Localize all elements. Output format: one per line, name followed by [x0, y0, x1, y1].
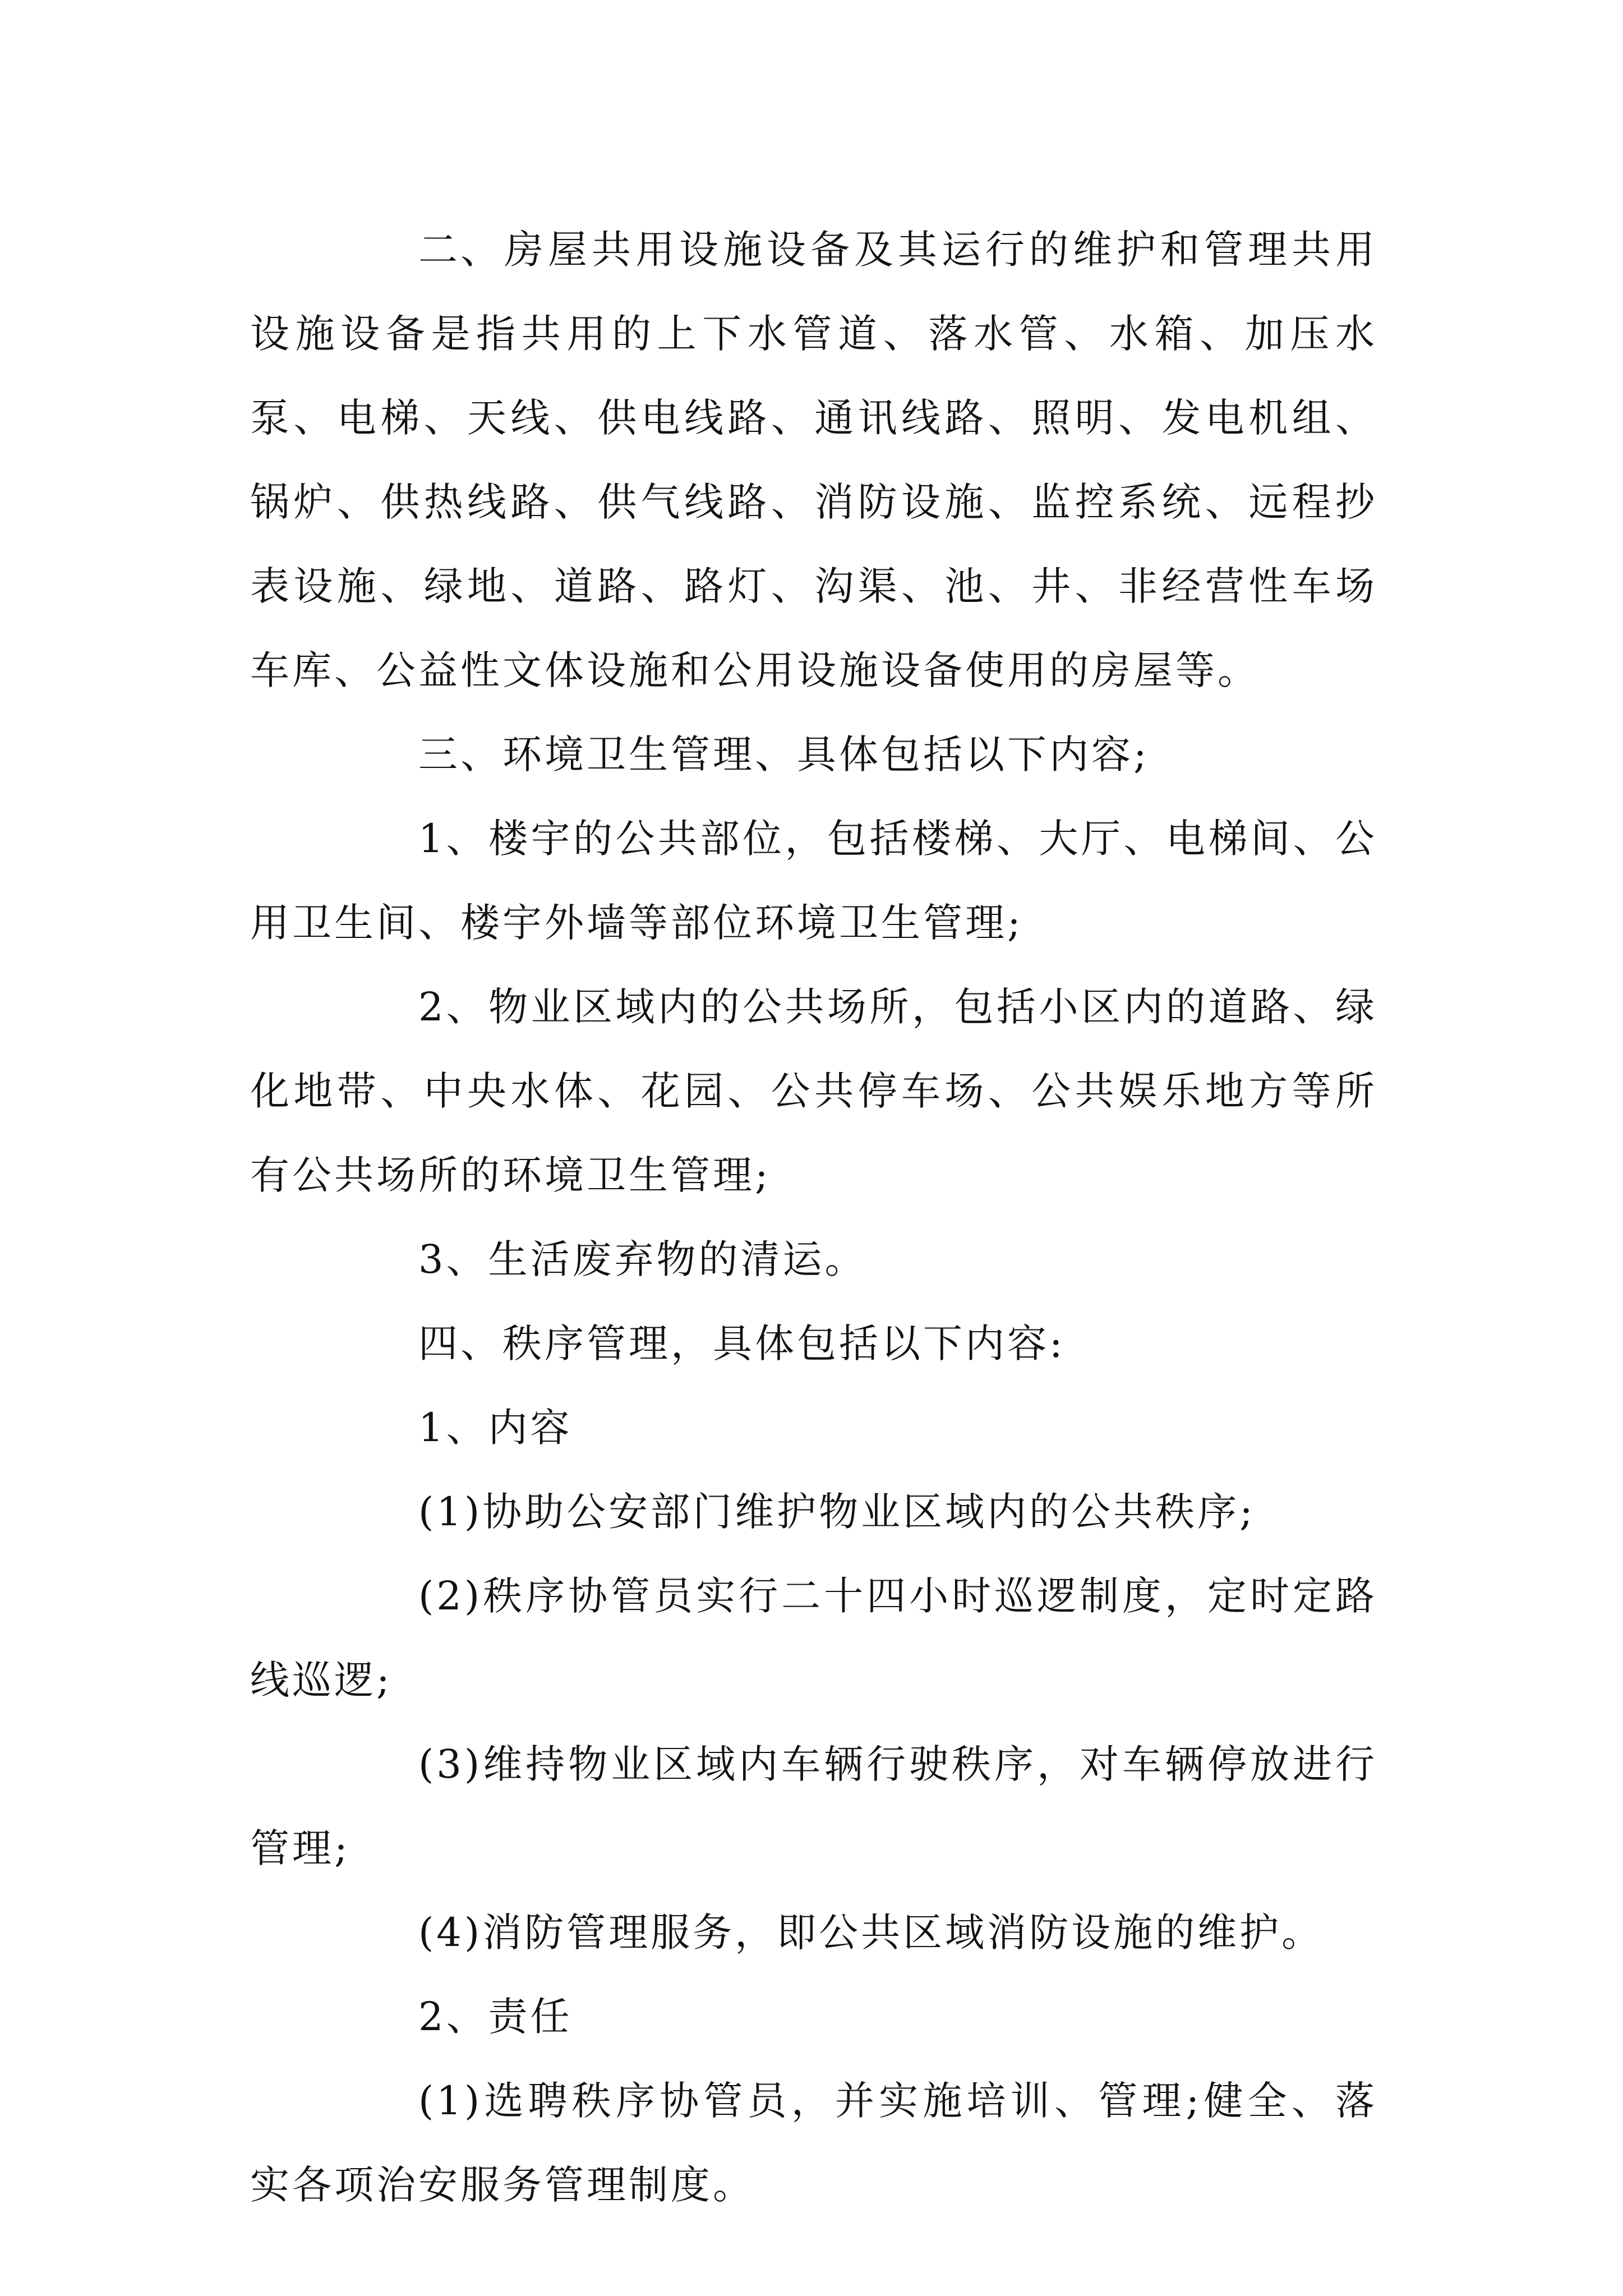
list-item	[250, 1975, 1377, 2059]
section-2-paragraph	[250, 208, 1377, 712]
item-marker: (1)	[418, 1489, 483, 1535]
item-marker: (2)	[418, 1573, 483, 1619]
section-3-heading	[250, 712, 1377, 797]
section-marker: 三、	[418, 731, 502, 777]
paragraph-text: 协助公安部门维护物业区域内的公共秩序;	[482, 1489, 1256, 1535]
paragraph-text: 责任	[488, 1994, 573, 2040]
sub-list-item	[250, 1890, 1377, 1975]
paragraph-text: 房屋共用设施设备及其运行的维护和管理共用设施设备是指共用的上下水管道、落水管、水箱、加压水泵、电梯、天线、供电线路、通讯线路、照明、发电机组、锅炉、供热线路、供气线路、消防设施、监控系统、远程抄表设施、绿地、道路、路灯、沟渠、池、井、非经营性车场车库、公益性文体设施和公用设施设备使用的房屋等。	[250, 227, 1377, 693]
section-4-heading	[250, 1301, 1377, 1386]
section-marker: 四、	[418, 1320, 502, 1366]
document-body	[250, 208, 1377, 2227]
item-marker: 1、	[418, 1405, 488, 1451]
sub-list-item	[250, 1722, 1377, 1890]
sub-list-item	[250, 1470, 1377, 1554]
sub-list-item	[250, 2059, 1377, 2227]
paragraph-text: 生活废弃物的清运。	[488, 1236, 867, 1282]
list-item	[250, 1386, 1377, 1470]
item-marker: 2、	[418, 1994, 488, 2040]
list-item	[250, 797, 1377, 965]
item-marker: (3)	[418, 1741, 483, 1787]
list-item	[250, 1217, 1377, 1301]
paragraph-text: 维持物业区域内车辆行驶秩序，对车辆停放进行管理;	[250, 1741, 1377, 1871]
paragraph-text: 消防管理服务，即公共区域消防设施的维护。	[482, 1910, 1324, 1955]
paragraph-text: 秩序管理，具体包括以下内容:	[502, 1320, 1066, 1366]
paragraph-text: 楼宇的公共部位，包括楼梯、大厅、电梯间、公用卫生间、楼宇外墙等部位环境卫生管理;	[250, 816, 1377, 946]
section-marker: 二、	[418, 227, 502, 273]
item-marker: 1、	[418, 816, 488, 862]
paragraph-text: 物业区域内的公共场所，包括小区内的道路、绿化地带、中央水体、花园、公共停车场、公共娱乐地方等所有公共场所的环境卫生管理;	[250, 984, 1377, 1198]
item-marker: (1)	[418, 2078, 483, 2124]
item-marker: 3、	[418, 1236, 488, 1282]
item-marker: (4)	[418, 1910, 483, 1955]
list-item	[250, 965, 1377, 1217]
paragraph-text: 选聘秩序协管员，并实施培训、管理;健全、落实各项治安服务管理制度。	[250, 2078, 1377, 2208]
paragraph-text: 秩序协管员实行二十四小时巡逻制度，定时定路线巡逻;	[250, 1573, 1377, 1703]
sub-list-item	[250, 1554, 1377, 1722]
paragraph-text: 内容	[488, 1405, 573, 1451]
item-marker: 2、	[418, 984, 488, 1030]
paragraph-text: 环境卫生管理、具体包括以下内容;	[502, 731, 1150, 777]
